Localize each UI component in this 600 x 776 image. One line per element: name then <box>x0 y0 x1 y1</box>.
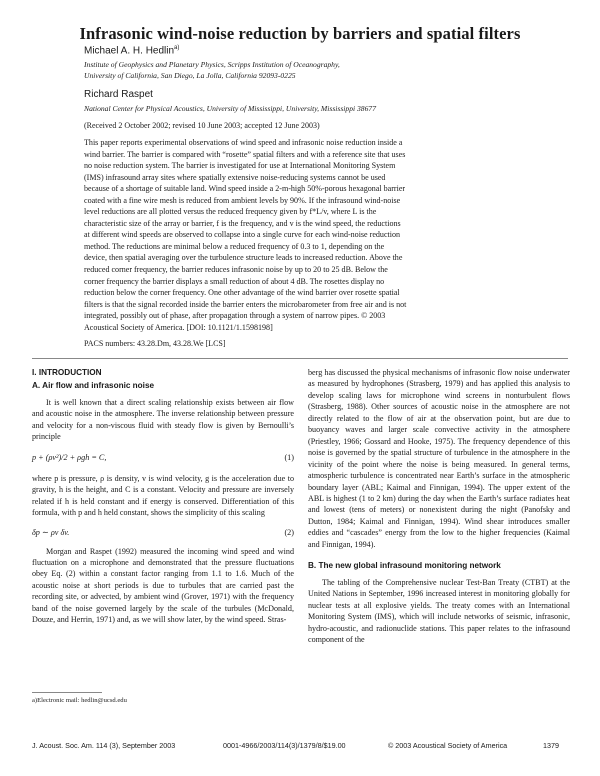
affiliation-scripps <box>84 59 340 81</box>
abstract-line: characteristic size of the array or barrier, f is the frequency, and v is the wind speed, the reductions <box>84 218 401 228</box>
abstract-line: Acoustical Society of America. [DOI: 10.1121/1.1598198] <box>84 322 273 332</box>
paper-title: Infrasonic wind-noise reduction by barriers and spatial filters <box>79 24 521 43</box>
affiliation-line: National Center for Physical Acoustics, University of Mississippi, University, Mississippi 38677 <box>84 104 376 113</box>
abstract-line: corner frequency the barrier displays a small reduction of about 4 dB. The rosettes display no <box>84 276 385 286</box>
equation-text: δp ∼ ρv δv. <box>32 527 70 537</box>
abstract-line: integrated, possibly out of phase, after propagation through a system of narrow pipes. © 2003 <box>84 311 386 321</box>
header-divider <box>32 358 568 359</box>
equation-number: (2) <box>284 527 294 537</box>
abstract-line: no noise reduction system. The barrier is investigated for use at International Monitoring System <box>84 161 396 171</box>
abstract-line: This paper reports experimental observations of wind speed and infrasonic noise reduction inside a <box>84 138 403 147</box>
equation-1 <box>32 452 294 465</box>
author-hedlin <box>84 45 179 56</box>
abstract-line: filters is that the signal recorded inside the barrier enters the microbarometer from free air and is not <box>84 299 407 309</box>
affiliation-ncpa <box>84 103 376 114</box>
author-raspet: Richard Raspet <box>84 89 153 100</box>
section-heading-introduction: I. INTRODUCTION <box>32 368 102 377</box>
abstract-line: level reductions are all plotted versus the reduced frequency given by f*L/v, where L is the <box>84 207 377 217</box>
author-footnote-mark: a) <box>174 45 180 51</box>
affiliation-line: Institute of Geophysics and Planetary Physics, Scripps Institution of Oceanography, <box>84 60 340 69</box>
paragraph: Morgan and Raspet (1992) measured the incoming wind speed and wind fluctuation on a microphone and demonstrated that the pressure fluctuations obey Eq. (2) within a constant factor ranging from 1.1 to 1.6. Much of the acoustic noise at short periods is due to turbules that are carried past the recording site, or advected, by ambient wind (Grover, 1971) with the frequency band of the noise governed largely by the scale of the turbules (McDonald, Douze, and Herrin, 1971) and, as we will show later, by the wind speed. Stras- <box>32 546 294 625</box>
paragraph: It is well known that a direct scaling relationship exists between air flow and acoustic noise in the atmosphere. The inverse relationship between pressure and velocity for a non-viscous fluid with steady flow is given by Bernoulli’s principle <box>32 397 294 442</box>
abstract-line: method. The reductions are minimal below a reduced frequency of 0.3 to 1, depending on the <box>84 241 385 251</box>
abstract <box>84 137 516 333</box>
abstract-line: reduced corner frequency, the barrier reduces infrasonic noise by up to 20 to 25 dB. Below the <box>84 265 388 275</box>
abstract-line: at different wind speeds are observed to collapse into a single curve for each wind-noise reduction <box>84 230 401 240</box>
received-dates: (Received 2 October 2002; revised 10 June 2003; accepted 12 June 2003) <box>84 121 320 130</box>
affiliation-line: University of California, San Diego, La Jolla, California 92093-0225 <box>84 71 296 80</box>
footer-code: 0001-4966/2003/114(3)/1379/8/$19.00 <box>223 741 346 750</box>
equation-number: (1) <box>284 452 294 462</box>
paragraph: berg has discussed the physical mechanisms of infrasonic flow noise underwater as measured by hydrophones (Strasberg, 1979) and has applied this analysis to develop scaling laws for microphone wind screens in nonturbulent flows (Strasberg, 1988). Other sources of acoustic noise in the atmosphere are not directly related to the flow of air at the observation point, but are due to buoyancy waves and larger scale convective activity in the atmosphere (Priestley, 1966; Gossard and Hooke, 1975). The frequency dependence of this noise is governed by the spatial structure of turbulence in the atmosphere in the vicinity of the point where the noise is being measured. In general terms, atmospheric turbulence is concentrated near Earth’s surface in the atmospheric boundary layer (ABL; Kaimal and Finnigan, 1994). The upper extent of the ABL is highest (1 to 2 km) during the day when the Earth’s surface radiates heat and lowest (tens of meters) or nonexistent during the night (Panofsky and Dutton, 1984; Kaimal and Finnigan, 1994). Wind shear introduces smaller eddies and “cascades” energy from the low to the higher frequencies (Kaimal and Finnigan, 1994). <box>308 368 570 549</box>
right-column <box>308 367 570 645</box>
equation-2 <box>32 527 294 540</box>
subsection-heading-air-flow: A. Air flow and infrasonic noise <box>32 381 155 391</box>
equation-text: p + (ρv²)/2 + ρgh = C, <box>32 452 107 462</box>
footer-journal: J. Acoust. Soc. Am. 114 (3), September 2003 <box>32 741 176 750</box>
subsection-heading-monitoring-network: B. The new global infrasound monitoring network <box>308 561 501 571</box>
paragraph: where p is pressure, ρ is density, v is wind velocity, g is the acceleration due to gravity, h is the height, and C is a constant. Velocity and pressure are inversely related if h is held constant and if energy is conserved. Differentiation of this formula, with p and h held constant, shows the simplicity of this scaling <box>32 473 294 518</box>
abstract-line: coated with a fine wire mesh is reduced from ambient levels by 90%. If the infrasound wind-noise <box>84 195 401 205</box>
footnote-email: a)Electronic mail: hedlin@ucsd.edu <box>32 697 127 704</box>
author-name: Michael A. H. Hedlin <box>84 45 175 57</box>
abstract-line: reduction below the corner frequency. One other advantage of the wind barrier over rosette spatial <box>84 288 400 298</box>
left-column <box>32 367 294 626</box>
footer-copyright: © 2003 Acoustical Society of America <box>388 741 508 750</box>
abstract-line: (IMS) infrasound array sites where spatially extensive noise-reducing systems cannot be used <box>84 172 386 182</box>
abstract-line: because of a shortage of suitable land. Wind speed inside a 2-m-high 50%-porous hexagonal barrier <box>84 184 406 194</box>
footer-page-number: 1379 <box>543 741 559 750</box>
abstract-line: device, then spatial averaging over the turbulence structure leads to increased reduction. Above the <box>84 253 403 263</box>
abstract-line: wind barrier. The barrier is compared with “rosette” spatial filters and with a reference site that uses <box>84 149 406 159</box>
paragraph: The tabling of the Comprehensive nuclear Test-Ban Treaty (CTBT) at the United Nations in September, 1996 increased interest in monitoring globally for nuclear tests at all explosive yields. The treaty comes with an International Monitoring System (IMS), which will include networks of seismic, infrasonic, hydro-acoustic, and radionuclide stations. This paper relates to the infrasound component of the <box>308 577 570 644</box>
footnote-rule <box>32 692 102 693</box>
pacs-numbers: PACS numbers: 43.28.Dm, 43.28.We [LCS] <box>84 339 226 348</box>
